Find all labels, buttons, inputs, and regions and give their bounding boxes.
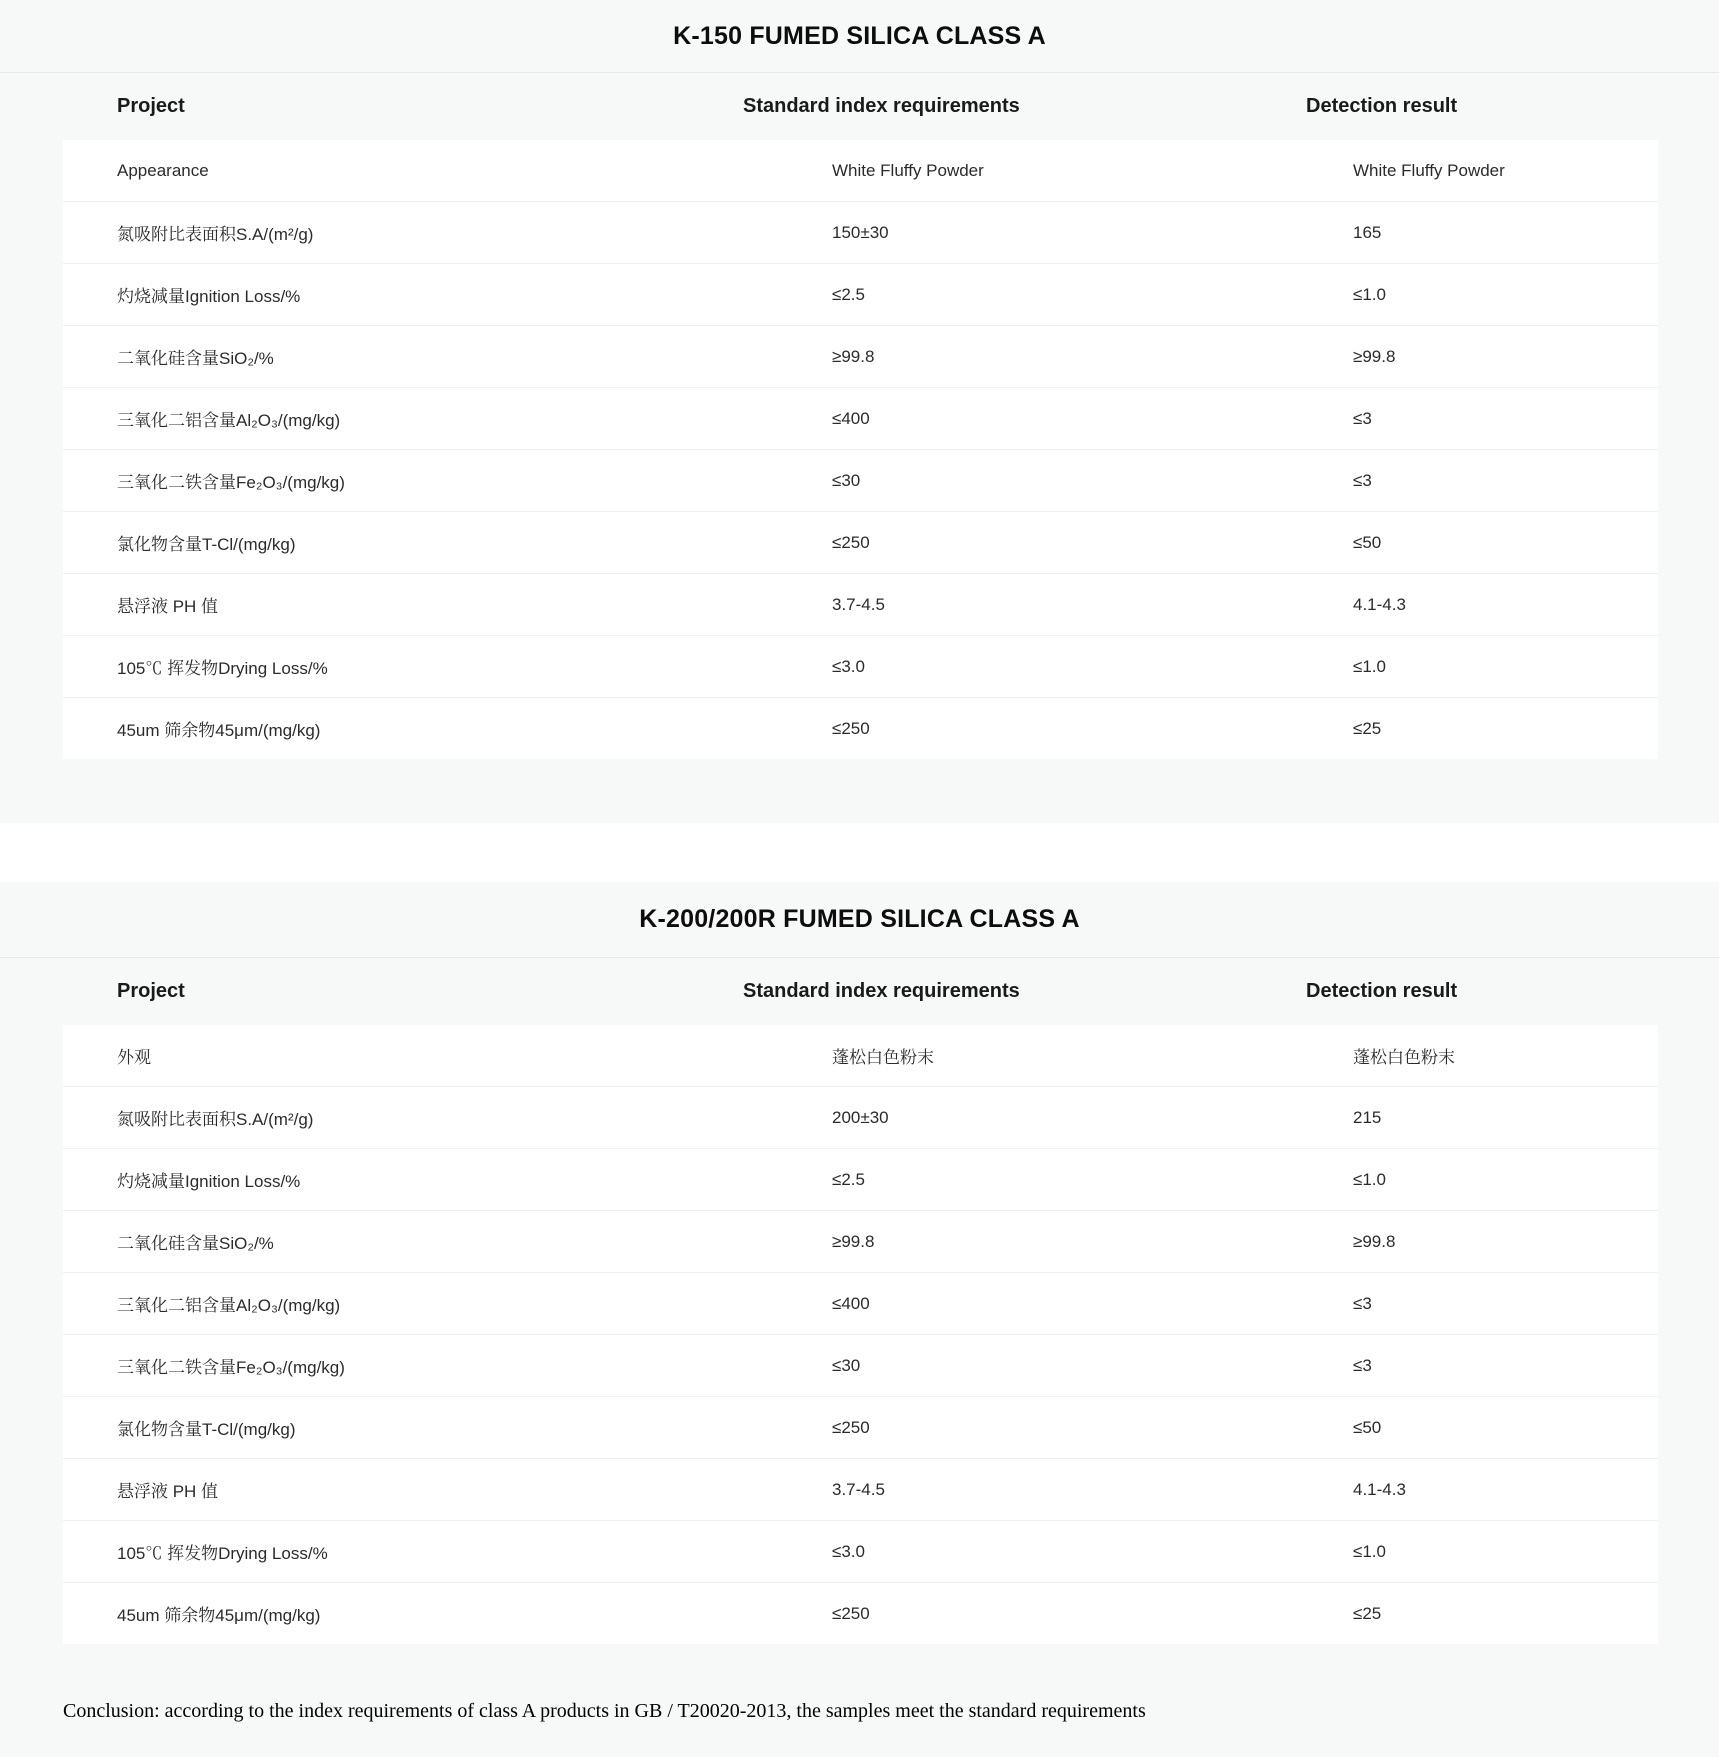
cell-detection: White Fluffy Powder	[1353, 160, 1505, 180]
cell-project: 三氧化二铁含量Fe₂O₃/(mg/kg)	[117, 473, 345, 492]
column-header-detection: Detection result	[1306, 980, 1458, 1002]
table-row	[63, 1582, 1658, 1644]
table-header-row	[0, 958, 1719, 1025]
cell-detection: ≤3	[1353, 408, 1372, 428]
cell-project: 外观	[117, 1048, 151, 1067]
cell-detection: 4.1-4.3	[1353, 594, 1406, 614]
cell-standard: ≤400	[832, 1293, 870, 1313]
cell-standard: ≥99.8	[832, 346, 875, 366]
cell-standard: White Fluffy Powder	[832, 160, 984, 180]
cell-standard: ≤250	[832, 532, 870, 552]
cell-standard: 3.7-4.5	[832, 1479, 885, 1499]
table-body-k150	[63, 140, 1658, 759]
cell-project: 二氧化硅含量SiO₂/%	[117, 1234, 274, 1253]
cell-detection: ≤50	[1353, 1417, 1382, 1437]
table-row	[63, 1458, 1658, 1520]
column-header-standard: Standard index requirements	[743, 95, 1020, 117]
table-row	[63, 1210, 1658, 1272]
cell-standard: ≤250	[832, 1417, 870, 1437]
table-row	[63, 573, 1658, 635]
table-row	[63, 387, 1658, 449]
cell-detection: ≥99.8	[1353, 346, 1396, 366]
cell-detection: ≥99.8	[1353, 1231, 1396, 1251]
cell-standard: ≤3.0	[832, 656, 865, 676]
cell-standard: ≤250	[832, 1603, 870, 1623]
cell-detection: ≤3	[1353, 1293, 1372, 1313]
cell-project: 氯化物含量T-Cl/(mg/kg)	[117, 535, 296, 554]
table-row	[63, 1086, 1658, 1148]
cell-detection: 4.1-4.3	[1353, 1479, 1406, 1499]
cell-standard: ≤30	[832, 1355, 861, 1375]
table-row	[63, 201, 1658, 263]
cell-detection: 215	[1353, 1107, 1382, 1127]
cell-project: 三氧化二铝含量Al₂O₃/(mg/kg)	[117, 411, 341, 430]
cell-standard: ≤3.0	[832, 1541, 865, 1561]
table-section-k150	[0, 0, 1719, 823]
cell-detection: 165	[1353, 222, 1382, 242]
cell-project: 二氧化硅含量SiO₂/%	[117, 349, 274, 368]
section-gap	[0, 823, 1719, 882]
table-title-k150: K-150 FUMED SILICA CLASS A	[673, 21, 1046, 50]
cell-standard: 蓬松白色粉末	[832, 1048, 934, 1067]
cell-detection: ≤25	[1353, 1603, 1382, 1623]
cell-detection: ≤1.0	[1353, 656, 1386, 676]
column-header-detection: Detection result	[1306, 95, 1458, 117]
column-header-project: Project	[117, 95, 185, 117]
cell-project: 三氧化二铝含量Al₂O₃/(mg/kg)	[117, 1296, 341, 1315]
column-header-project: Project	[117, 980, 185, 1002]
cell-detection: ≤1.0	[1353, 1169, 1386, 1189]
cell-project: 悬浮液 PH 值	[117, 1482, 219, 1501]
table-body-k200	[63, 1025, 1658, 1644]
cell-project: 氮吸附比表面积S.A/(m²/g)	[117, 1110, 314, 1129]
table-row	[63, 1396, 1658, 1458]
cell-project: 灼烧减量Ignition Loss/%	[117, 1172, 301, 1191]
cell-project: 45um 筛余物45μm/(mg/kg)	[117, 1606, 321, 1625]
column-header-standard: Standard index requirements	[743, 980, 1020, 1002]
cell-project: 悬浮液 PH 值	[117, 597, 219, 616]
cell-detection: ≤1.0	[1353, 284, 1386, 304]
cell-standard: ≤2.5	[832, 1169, 865, 1189]
table-row	[63, 1025, 1658, 1086]
table-row	[63, 511, 1658, 573]
cell-project: Appearance	[117, 160, 209, 180]
cell-standard: 150±30	[832, 222, 889, 242]
table-row	[63, 1148, 1658, 1210]
cell-detection: ≤3	[1353, 470, 1372, 490]
cell-detection: ≤3	[1353, 1355, 1372, 1375]
cell-project: 三氧化二铁含量Fe₂O₃/(mg/kg)	[117, 1358, 345, 1377]
cell-detection: 蓬松白色粉末	[1353, 1048, 1455, 1067]
table-title-band	[0, 882, 1719, 958]
cell-project: 氮吸附比表面积S.A/(m²/g)	[117, 225, 314, 244]
conclusion-text: Conclusion: according to the index requirements of class A products in GB / T20020-2013, the samples meet the standard requirements	[63, 1700, 1146, 1722]
cell-standard: ≤250	[832, 718, 870, 738]
table-title-band	[0, 0, 1719, 73]
cell-standard: 200±30	[832, 1107, 889, 1127]
cell-standard: ≤400	[832, 408, 870, 428]
table-row	[63, 1520, 1658, 1582]
cell-standard: 3.7-4.5	[832, 594, 885, 614]
cell-project: 45um 筛余物45μm/(mg/kg)	[117, 721, 321, 740]
table-row	[63, 1272, 1658, 1334]
table-row	[63, 1334, 1658, 1396]
cell-standard: ≤2.5	[832, 284, 865, 304]
cell-detection: ≤25	[1353, 718, 1382, 738]
cell-detection: ≤50	[1353, 532, 1382, 552]
table-header-row	[0, 73, 1719, 140]
cell-project: 105℃ 挥发物Drying Loss/%	[117, 659, 328, 678]
cell-project: 氯化物含量T-Cl/(mg/kg)	[117, 1420, 296, 1439]
table-row	[63, 325, 1658, 387]
table-row	[63, 449, 1658, 511]
table-title-k200: K-200/200R FUMED SILICA CLASS A	[639, 905, 1080, 933]
table-row	[63, 635, 1658, 697]
cell-standard: ≤30	[832, 470, 861, 490]
cell-detection: ≤1.0	[1353, 1541, 1386, 1561]
cell-project: 105℃ 挥发物Drying Loss/%	[117, 1544, 328, 1563]
table-row	[63, 140, 1658, 201]
cell-project: 灼烧减量Ignition Loss/%	[117, 287, 301, 306]
table-section-k200	[0, 882, 1719, 1757]
table-row	[63, 697, 1658, 759]
table-row	[63, 263, 1658, 325]
cell-standard: ≥99.8	[832, 1231, 875, 1251]
